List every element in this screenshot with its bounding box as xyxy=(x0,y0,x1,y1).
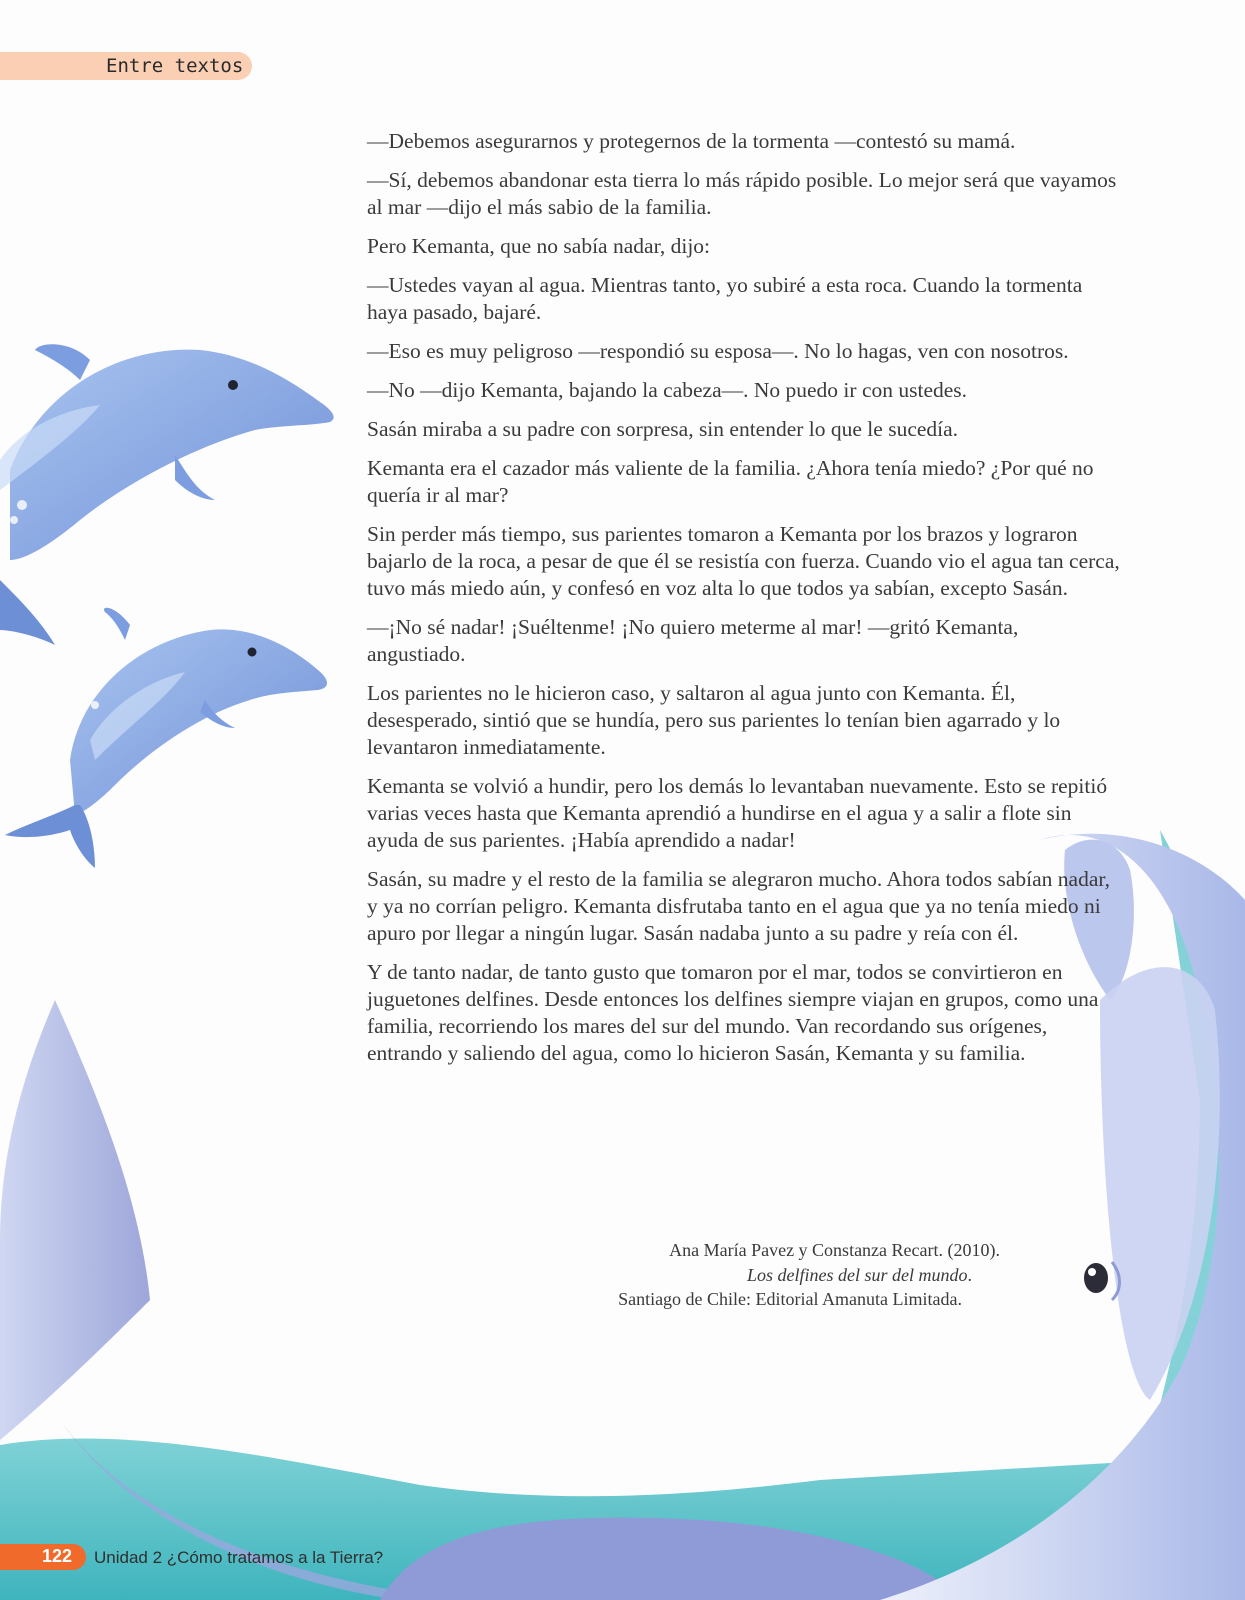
page-number-tab xyxy=(0,1544,86,1570)
paragraph: Y de tanto nadar, de tanto gusto que tomaron por el mar, todos se convirtieron en juguetones delfines. Desde entonces los delfines siempre viajan en grupos, como una familia, recorriendo los mares del sur del mundo. Van recordando sus orígenes, entrando y saliendo del agua, como lo hicieron Sasán, Kemanta y su familia. xyxy=(367,960,1099,1065)
paragraph: Pero Kemanta, que no sabía nadar, dijo: xyxy=(367,234,711,258)
paragraph: Los parientes no le hicieron caso, y saltaron al agua junto con Kemanta. Él, desesperado, sintió que se hundía, pero sus parientes lo tenían bien agarrado y lo levantaron inmediatamente. xyxy=(367,681,1061,759)
paragraph: —Ustedes vayan al agua. Mientras tanto, yo subiré a esta roca. Cuando la tormenta haya pasado, bajaré. xyxy=(367,273,1083,324)
paragraph: —Debemos asegurarnos y protegernos de la tormenta —contestó su mamá. xyxy=(367,129,1016,153)
citation-title: Los delfines del sur del mundo xyxy=(747,1264,968,1285)
paragraph: Sasán miraba a su padre con sorpresa, sin entender lo que le sucedía. xyxy=(367,417,959,441)
dolphin-icon xyxy=(0,344,334,645)
paragraph: Sasán, su madre y el resto de la familia se alegraron mucho. Ahora todos sabían nadar, y ya no corrían peligro. Kemanta disfrutaba tanto en el agua que ya no tenía miedo ni apuro por llegar a ningún lugar. Sasán nadaba junto a su padre y reía con él. xyxy=(367,867,1111,945)
unit-label: Unidad 2 ¿Cómo tratamos a la Tierra? xyxy=(94,1548,384,1567)
section-tab xyxy=(0,52,252,80)
paragraph: Sin perder más tiempo, sus parientes tomaron a Kemanta por los brazos y lograron bajarlo de la roca, a pesar de que él se resistía con fuerza. Cuando vio el agua tan cerca, tuvo más miedo aún, y confesó en voz alta lo que todos ya sabían, excepto Sasán. xyxy=(367,522,1120,600)
paragraph: Kemanta se volvió a hundir, pero los demás lo levantaban nuevamente. Esto se repitió varias veces hasta que Kemanta aprendió a hundirse en el agua y a salir a flote sin ayuda de sus parientes. ¡Había aprendido a nadar! xyxy=(367,774,1108,852)
paragraph: —Eso es muy peligroso —respondió su esposa—. No lo hagas, ven con nosotros. xyxy=(367,339,1069,363)
citation-publisher: Santiago de Chile: Editorial Amanuta Limitada. xyxy=(618,1289,962,1309)
paragraph: —¡No sé nadar! ¡Suéltenme! ¡No quiero meterme al mar! —gritó Kemanta, angustiado. xyxy=(367,615,1019,666)
paragraph: —Sí, debemos abandonar esta tierra lo más rápido posible. Lo mejor será que vayamos al mar —dijo el más sabio de la familia. xyxy=(367,168,1117,219)
citation-title-suffix: . xyxy=(967,1264,972,1285)
dolphin-icon xyxy=(5,608,327,868)
citation-authors: Ana María Pavez y Constanza Recart. (2010). xyxy=(669,1240,1000,1260)
paragraph: —No —dijo Kemanta, bajando la cabeza—. No puedo ir con ustedes. xyxy=(367,378,968,402)
citation-title-line xyxy=(500,1263,1000,1288)
section-label: Entre textos xyxy=(106,55,244,77)
page-number: 122 xyxy=(42,1546,73,1566)
story-text xyxy=(367,128,1122,1079)
paragraph: Kemanta era el cazador más valiente de la familia. ¿Ahora tenía miedo? ¿Por qué no quería ir al mar? xyxy=(367,456,1094,507)
source-citation xyxy=(500,1238,1000,1312)
